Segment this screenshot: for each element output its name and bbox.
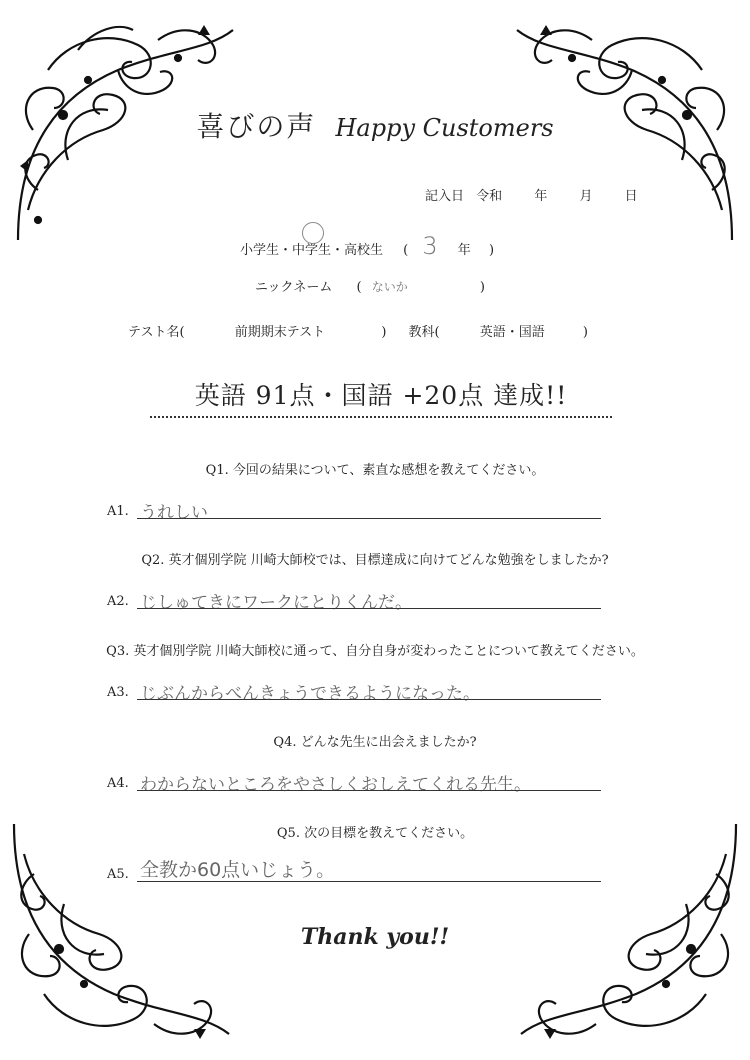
subject-close-paren: ) xyxy=(582,325,588,340)
answer-4-text: わからないところをやさしくおしえてくれる先生。 xyxy=(140,775,531,795)
nickname-label: ニックネーム xyxy=(255,280,333,295)
answer-4-line xyxy=(137,790,601,791)
answer-3-line xyxy=(137,699,601,700)
school-options: 小学生・中学生・高校生 xyxy=(240,243,384,258)
grade-close-paren: ) xyxy=(488,243,495,258)
test-name-label: テスト名( xyxy=(128,325,185,340)
title-english: Happy Customers xyxy=(335,114,554,142)
test-close-paren: ) xyxy=(381,325,387,340)
page-title xyxy=(0,105,750,145)
day-unit: 日 xyxy=(624,189,638,204)
question-1: Q1. 今回の結果について、素直な感想を教えてください。 xyxy=(205,463,545,478)
title-japanese: 喜びの声 xyxy=(196,110,317,143)
question-2: Q2. 英才個別学院 川崎大師校では、目標達成に向けてどんな勉強をしましたか? xyxy=(141,553,609,568)
answer-3-label: A3. xyxy=(107,685,129,700)
nickname-open-paren: ( xyxy=(356,280,362,295)
grade-open-paren: ( xyxy=(403,243,409,258)
answer-3-text: じぶんからべんきょうできるようになった。 xyxy=(140,684,480,704)
question-3: Q3. 英才個別学院 川崎大師校に通って、自分自身が変わったことについて教えてください。 xyxy=(106,644,644,659)
entry-date-label: 記入日 xyxy=(425,189,465,204)
answer-2-text: じしゅてきにワークにとりくんだ。 xyxy=(140,593,412,613)
answer-2-label: A2. xyxy=(107,594,129,609)
question-5: Q5. 次の目標を教えてください。 xyxy=(276,826,474,841)
grade-value: 3 xyxy=(422,232,438,260)
subject-label: 教科( xyxy=(408,325,440,340)
era-label: 令和 xyxy=(476,189,503,204)
test-subject-row xyxy=(128,321,588,340)
year-unit: 年 xyxy=(534,189,548,204)
achievement-headline: 英語 91点・国語 +20点 達成!! xyxy=(150,376,612,418)
answer-1-label: A1. xyxy=(107,504,129,519)
answer-1-line xyxy=(137,518,601,519)
month-unit: 月 xyxy=(579,189,593,204)
answer-5-text: 全教か60点いじょう。 xyxy=(140,859,336,881)
answer-4-label: A4. xyxy=(107,776,129,791)
subject-value: 英語・国語 xyxy=(479,325,545,340)
grade-unit: 年 xyxy=(457,243,471,258)
nickname-row xyxy=(255,276,485,295)
selected-circle-icon xyxy=(302,222,324,244)
answer-5-label: A5. xyxy=(107,867,129,882)
nickname-value: ないか xyxy=(371,280,408,294)
answer-2-line xyxy=(137,608,601,609)
answer-5-line xyxy=(137,881,601,882)
test-name-value: 前期期末テスト xyxy=(234,325,326,340)
nickname-close-paren: ) xyxy=(479,280,485,295)
question-4: Q4. どんな先生に出会えましたか? xyxy=(273,735,477,750)
answer-1-text: うれしい xyxy=(140,503,208,523)
school-grade-row xyxy=(240,232,494,260)
thank-you-text: Thank you!! xyxy=(300,924,450,950)
entry-date-row xyxy=(425,185,638,204)
